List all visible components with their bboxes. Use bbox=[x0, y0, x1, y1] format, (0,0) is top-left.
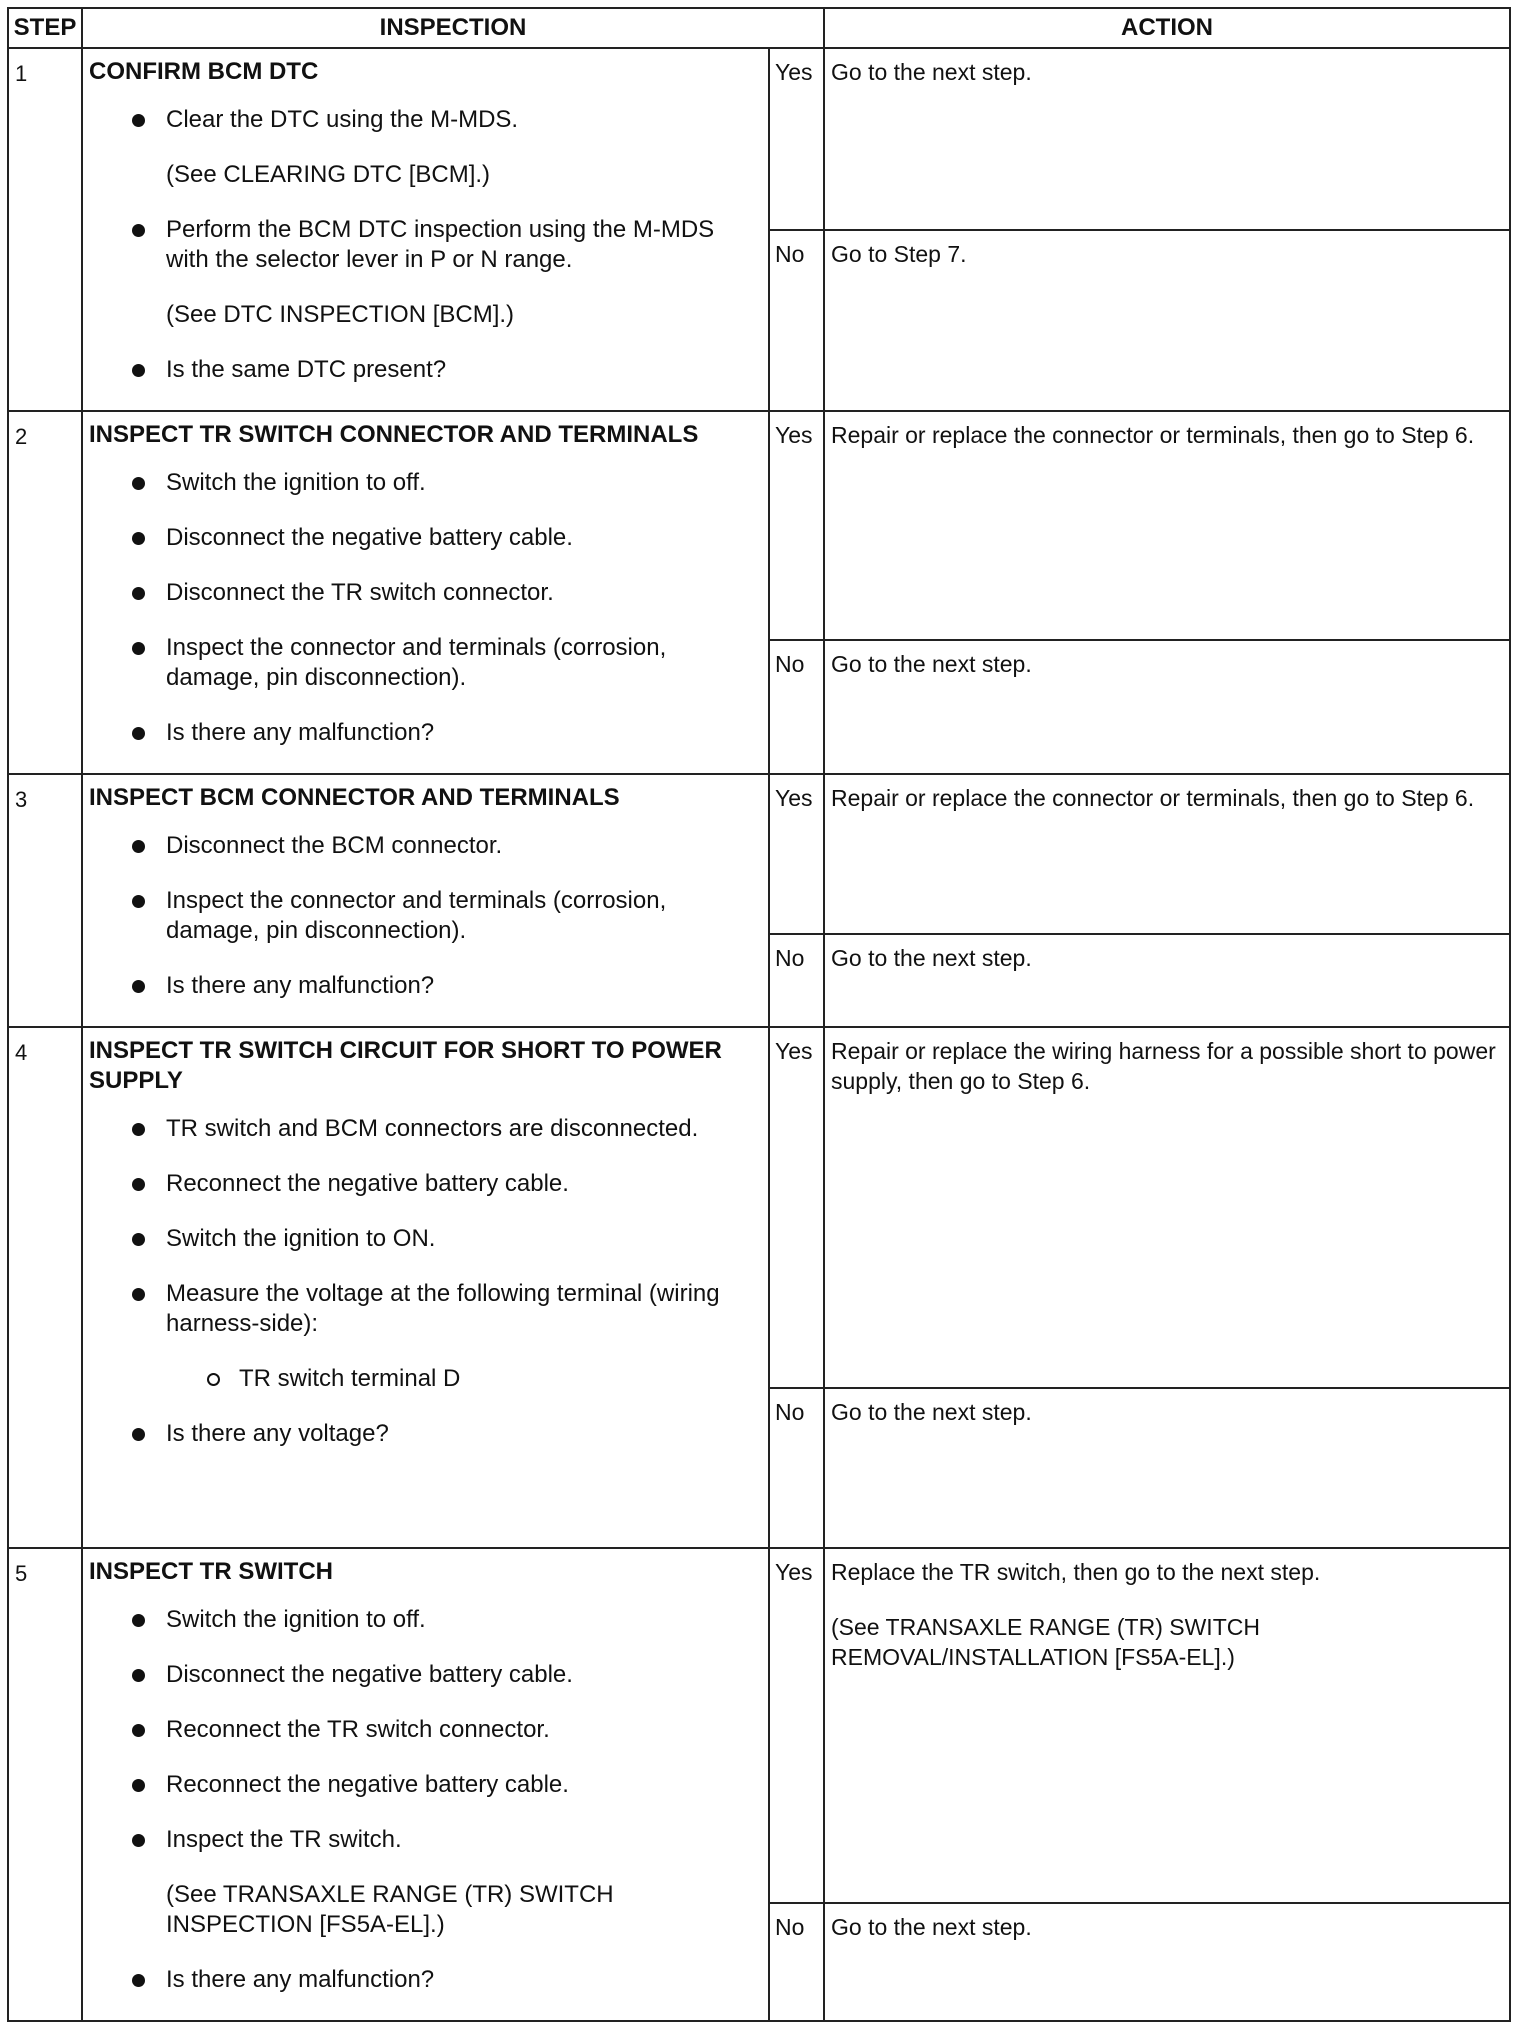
no-action bbox=[824, 934, 1510, 1027]
bullet-icon bbox=[132, 642, 145, 655]
action-text: (See TRANSAXLE RANGE (TR) SWITCH REMOVAL/INSTALLATION [FS5A-EL].) bbox=[831, 1614, 1260, 1670]
inspection-bullet-item bbox=[89, 1419, 758, 1449]
bullet-icon bbox=[132, 980, 145, 993]
yes-action bbox=[824, 1548, 1510, 1903]
no-action bbox=[824, 640, 1510, 774]
bullet-icon bbox=[132, 1834, 145, 1847]
inspection-bullet-item bbox=[89, 1224, 758, 1254]
inspection-item-text: Reconnect the TR switch connector. bbox=[166, 1716, 550, 1743]
yes-action bbox=[824, 411, 1510, 640]
step-row bbox=[8, 48, 1510, 230]
bullet-icon bbox=[132, 840, 145, 853]
inspection-item-text: (See TRANSAXLE RANGE (TR) SWITCH INSPECTION [FS5A-EL].) bbox=[166, 1881, 614, 1938]
inspection-item-text: Measure the voltage at the following terminal (wiring harness-side): bbox=[166, 1280, 720, 1337]
inspection-bullet-item bbox=[89, 468, 758, 498]
action-text: Repair or replace the wiring harness for a possible short to power supply, then go to Step 6. bbox=[831, 1038, 1496, 1094]
inspection-bullet-item bbox=[89, 1114, 758, 1144]
inspection-item-text: Is there any voltage? bbox=[166, 1420, 389, 1447]
inspection-item-text: Switch the ignition to off. bbox=[166, 469, 426, 496]
inspection-item-text: Inspect the connector and terminals (corrosion, damage, pin disconnection). bbox=[166, 887, 667, 944]
yes-action bbox=[824, 1027, 1510, 1388]
bullet-icon bbox=[132, 532, 145, 545]
inspection-bullet-item bbox=[89, 633, 758, 693]
action-text: Go to the next step. bbox=[831, 944, 1032, 971]
inspection-bullet-item bbox=[89, 1825, 758, 1855]
no-label: No bbox=[769, 934, 824, 1027]
inspection-cell bbox=[82, 1548, 769, 2021]
header-step: STEP bbox=[8, 8, 82, 48]
inspection-content bbox=[83, 49, 768, 385]
inspection-item-text: Is there any malfunction? bbox=[166, 1966, 435, 1993]
inspection-item-text: Inspect the TR switch. bbox=[166, 1826, 402, 1853]
circle-bullet-icon bbox=[207, 1373, 220, 1386]
action-text: Go to the next step. bbox=[831, 651, 1032, 678]
inspection-item-text: Inspect the connector and terminals (corrosion, damage, pin disconnection). bbox=[166, 634, 667, 691]
step-row bbox=[8, 411, 1510, 640]
no-label: No bbox=[769, 230, 824, 412]
inspection-item-text: Reconnect the negative battery cable. bbox=[166, 1170, 569, 1197]
inspection-reference-note bbox=[89, 300, 758, 330]
header-action: ACTION bbox=[824, 8, 1510, 48]
step-row bbox=[8, 774, 1510, 934]
bullet-icon bbox=[132, 1233, 145, 1246]
inspection-bullet-item bbox=[89, 1605, 758, 1635]
inspection-title: INSPECT TR SWITCH CIRCUIT FOR SHORT TO POWER SUPPLY bbox=[89, 1037, 722, 1094]
inspection-item-text: Switch the ignition to ON. bbox=[166, 1225, 436, 1252]
inspection-bullet-item bbox=[89, 831, 758, 861]
inspection-content bbox=[83, 412, 768, 748]
bullet-icon bbox=[132, 364, 145, 377]
bullet-icon bbox=[132, 587, 145, 600]
inspection-title: INSPECT TR SWITCH bbox=[89, 1558, 333, 1585]
inspection-item-text: TR switch terminal D bbox=[239, 1365, 461, 1392]
inspection-cell bbox=[82, 774, 769, 1027]
inspection-bullet-item bbox=[89, 215, 758, 275]
inspection-bullet-item bbox=[89, 971, 758, 1001]
step-number: 1 bbox=[8, 48, 82, 411]
inspection-item-text: Disconnect the BCM connector. bbox=[166, 832, 503, 859]
inspection-title: CONFIRM BCM DTC bbox=[89, 58, 319, 85]
action-text: Go to the next step. bbox=[831, 1914, 1032, 1940]
diagnostic-procedure-table bbox=[7, 7, 1511, 2022]
inspection-sub-bullet-item bbox=[89, 1364, 758, 1394]
inspection-cell bbox=[82, 411, 769, 774]
action-text: Go to the next step. bbox=[831, 1399, 1032, 1425]
action-text: Go to the next step. bbox=[831, 59, 1032, 85]
no-label: No bbox=[769, 1903, 824, 2021]
inspection-item-text: Switch the ignition to off. bbox=[166, 1606, 426, 1633]
inspection-bullet-item bbox=[89, 1770, 758, 1800]
inspection-item-text: (See CLEARING DTC [BCM].) bbox=[166, 161, 491, 188]
header-row bbox=[8, 8, 1510, 48]
inspection-bullet-item bbox=[89, 886, 758, 946]
inspection-item-text: Is there any malfunction? bbox=[166, 972, 435, 999]
yes-action bbox=[824, 774, 1510, 934]
inspection-bullet-item bbox=[89, 355, 758, 385]
inspection-item-text: (See DTC INSPECTION [BCM].) bbox=[166, 301, 515, 328]
inspection-item-text: Clear the DTC using the M-MDS. bbox=[166, 106, 519, 133]
inspection-item-text: Is the same DTC present? bbox=[166, 356, 447, 383]
no-label: No bbox=[769, 640, 824, 774]
bullet-icon bbox=[132, 114, 145, 127]
inspection-content bbox=[83, 775, 768, 1001]
no-action bbox=[824, 230, 1510, 412]
bullet-icon bbox=[132, 727, 145, 740]
inspection-item-text: Is there any malfunction? bbox=[166, 719, 435, 746]
step-number: 2 bbox=[8, 411, 82, 774]
action-text: Repair or replace the connector or terminals, then go to Step 6. bbox=[831, 422, 1475, 448]
yes-label: Yes bbox=[769, 1548, 824, 1903]
inspection-cell bbox=[82, 1027, 769, 1548]
inspection-bullet-item bbox=[89, 1715, 758, 1745]
step-number: 4 bbox=[8, 1027, 82, 1548]
inspection-item-text: Perform the BCM DTC inspection using the M-MDS with the selector lever in P or N range. bbox=[166, 216, 715, 273]
no-label: No bbox=[769, 1388, 824, 1548]
yes-label: Yes bbox=[769, 48, 824, 230]
bullet-icon bbox=[132, 1724, 145, 1737]
action-text: Repair or replace the connector or terminals, then go to Step 6. bbox=[831, 785, 1475, 811]
inspection-bullet-item bbox=[89, 523, 758, 553]
bullet-icon bbox=[132, 1178, 145, 1191]
bullet-icon bbox=[132, 1779, 145, 1792]
inspection-item-text: Reconnect the negative battery cable. bbox=[166, 1771, 569, 1798]
inspection-reference-note bbox=[89, 1880, 758, 1940]
bullet-icon bbox=[132, 1123, 145, 1136]
step-row bbox=[8, 1548, 1510, 1903]
inspection-bullet-item bbox=[89, 1660, 758, 1690]
bullet-icon bbox=[132, 895, 145, 908]
bullet-icon bbox=[132, 477, 145, 490]
step-number: 5 bbox=[8, 1548, 82, 2021]
inspection-title: INSPECT BCM CONNECTOR AND TERMINALS bbox=[89, 784, 620, 811]
yes-label: Yes bbox=[769, 411, 824, 640]
inspection-item-text: Disconnect the negative battery cable. bbox=[166, 524, 573, 551]
yes-label: Yes bbox=[769, 1027, 824, 1388]
inspection-bullet-item bbox=[89, 105, 758, 135]
bullet-icon bbox=[132, 1288, 145, 1301]
inspection-content bbox=[83, 1028, 768, 1449]
inspection-reference-note bbox=[89, 160, 758, 190]
inspection-bullet-item bbox=[89, 578, 758, 608]
yes-label: Yes bbox=[769, 774, 824, 934]
inspection-cell bbox=[82, 48, 769, 411]
bullet-icon bbox=[132, 1614, 145, 1627]
no-action bbox=[824, 1388, 1510, 1548]
step-row bbox=[8, 1027, 1510, 1388]
inspection-item-text: Disconnect the negative battery cable. bbox=[166, 1661, 573, 1688]
step-number: 3 bbox=[8, 774, 82, 1027]
action-text: Go to Step 7. bbox=[831, 240, 967, 267]
yes-action bbox=[824, 48, 1510, 230]
inspection-item-text: Disconnect the TR switch connector. bbox=[166, 579, 554, 606]
inspection-item-text: TR switch and BCM connectors are disconnected. bbox=[166, 1115, 699, 1142]
inspection-bullet-item bbox=[89, 718, 758, 748]
action-text: Replace the TR switch, then go to the next step. bbox=[831, 1559, 1321, 1585]
bullet-icon bbox=[132, 1974, 145, 1987]
no-action bbox=[824, 1903, 1510, 2021]
inspection-content bbox=[83, 1549, 768, 1995]
header-inspection: INSPECTION bbox=[82, 8, 824, 48]
inspection-bullet-item bbox=[89, 1169, 758, 1199]
bullet-icon bbox=[132, 224, 145, 237]
bullet-icon bbox=[132, 1669, 145, 1682]
inspection-bullet-item bbox=[89, 1965, 758, 1995]
inspection-bullet-item bbox=[89, 1279, 758, 1339]
bullet-icon bbox=[132, 1428, 145, 1441]
inspection-title: INSPECT TR SWITCH CONNECTOR AND TERMINALS bbox=[89, 421, 699, 448]
table-body bbox=[8, 48, 1510, 2021]
